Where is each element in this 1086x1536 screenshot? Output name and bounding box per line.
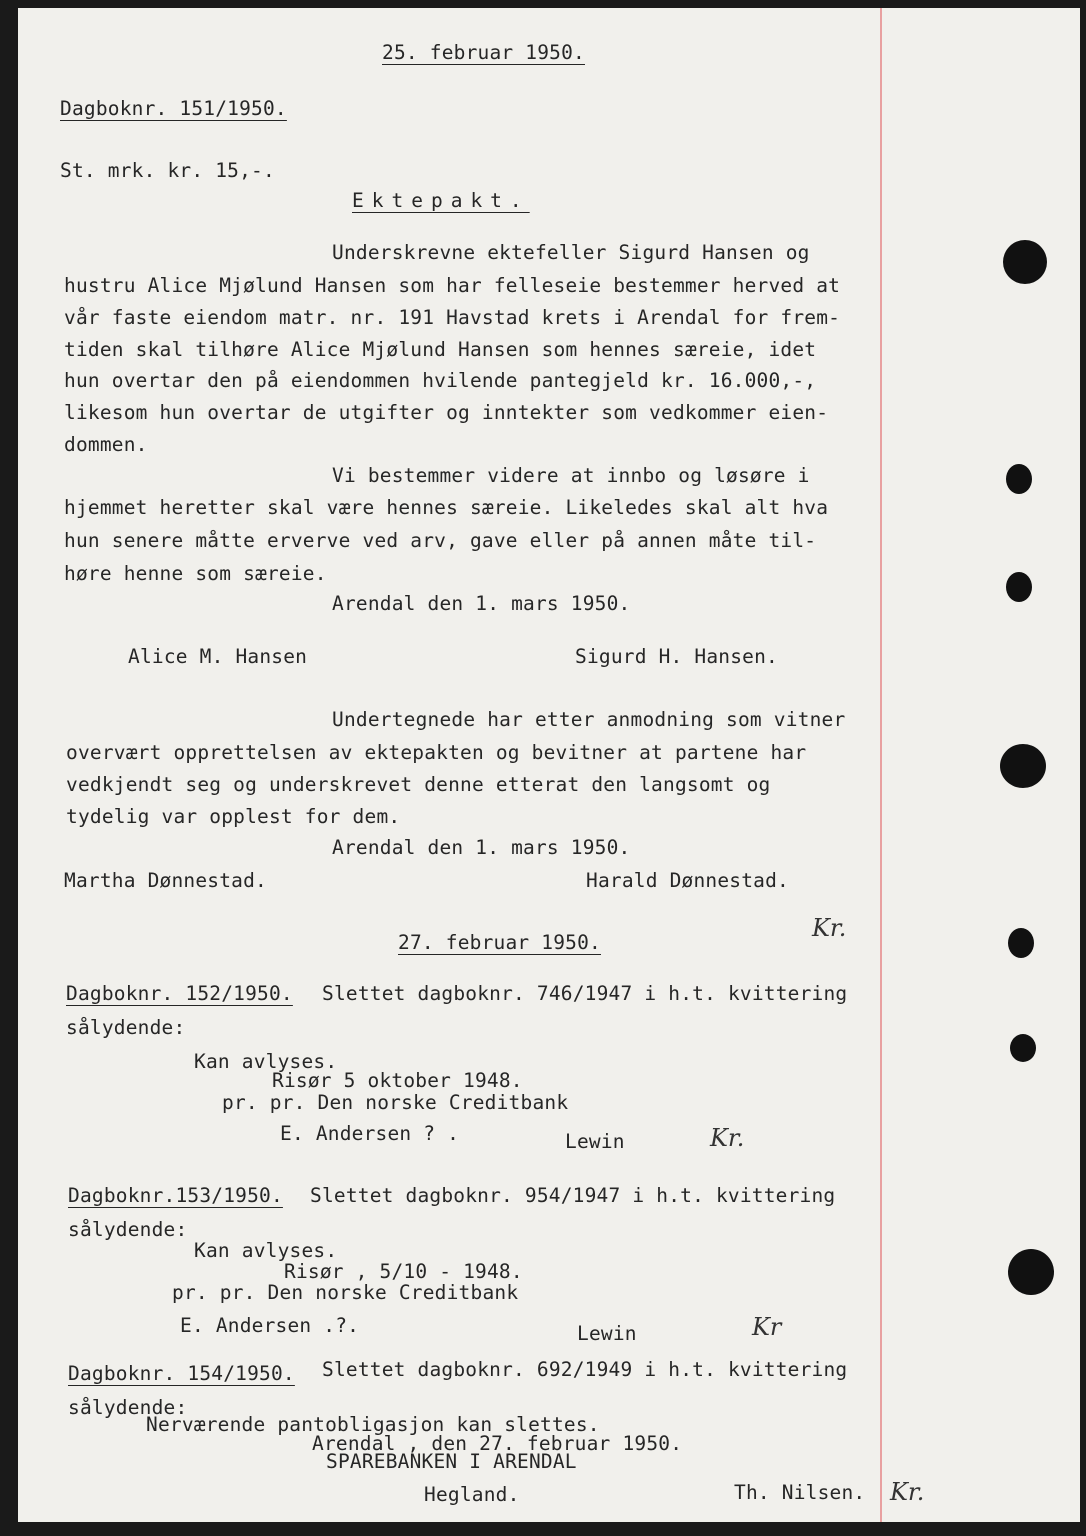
signature-nilsen: Th. Nilsen.: [734, 1481, 866, 1504]
binder-hole: [1008, 928, 1034, 958]
binder-hole: [1000, 744, 1046, 788]
witness-line: tydelig var opplest for dem.: [66, 805, 401, 828]
signature-sigurd: Sigurd H. Hansen.: [575, 645, 778, 668]
body-line: Vi bestemmer videre at innbo og løsøre i: [332, 464, 810, 487]
entry-152-label: sålydende:: [66, 1016, 186, 1039]
witness-line: vedkjendt seg og underskrevet denne etterat den langsomt og: [66, 773, 771, 796]
signature-andersen: E. Andersen ? .: [280, 1122, 460, 1145]
body-line: høre henne som særeie.: [64, 562, 327, 585]
signature-hegland: Hegland.: [424, 1483, 520, 1506]
witness-place-date: Arendal den 1. mars 1950.: [332, 836, 631, 859]
quote-line: Nerværende pantobligasjon kan slettes.: [146, 1413, 600, 1436]
initials-152: Kr.: [710, 1124, 745, 1152]
stamp-duty: St. mrk. kr. 15,-.: [60, 159, 275, 182]
quote-line: Kan avlyses.: [194, 1239, 338, 1262]
quote-line: SPAREBANKEN I ARENDAL: [326, 1450, 577, 1473]
body-line: hun senere måtte erverve ved arv, gave eller på annen måte til-: [64, 529, 817, 552]
place-date: Arendal den 1. mars 1950.: [332, 592, 631, 615]
entry-153-text: Slettet dagboknr. 954/1947 i h.t. kvittering: [310, 1184, 836, 1207]
quote-line: Kan avlyses.: [194, 1050, 338, 1073]
quote-line: Risør , 5/10 - 1948.: [284, 1260, 523, 1283]
document-title: Ektepakt.: [352, 189, 530, 212]
body-line: Underskrevne ektefeller Sigurd Hansen og: [332, 241, 810, 264]
binder-hole: [1008, 1249, 1054, 1295]
binder-hole: [1006, 572, 1032, 602]
signature-lewin: Lewin: [577, 1322, 637, 1345]
binder-hole: [1006, 464, 1032, 494]
entry-154-text: Slettet dagboknr. 692/1949 i h.t. kvittering: [322, 1358, 848, 1381]
witness-line: Undertegnede har etter anmodning som vitner: [332, 708, 846, 731]
entry-number-152: Dagboknr. 152/1950.: [66, 982, 293, 1005]
margin-line: [880, 8, 882, 1522]
witness-harald: Harald Dønnestad.: [586, 869, 789, 892]
witness-martha: Martha Dønnestad.: [64, 869, 267, 892]
entry-153-label: sålydende:: [68, 1218, 188, 1241]
binder-hole: [1010, 1034, 1036, 1062]
signature-andersen: E. Andersen .?.: [180, 1314, 360, 1337]
quote-line: pr. pr. Den norske Creditbank: [172, 1281, 519, 1304]
body-line: hustru Alice Mjølund Hansen som har felleseie bestemmer herved at: [64, 274, 841, 297]
entry-154-label: sålydende:: [68, 1396, 188, 1419]
witness-line: overvært opprettelsen av ektepakten og bevitner at partene har: [66, 741, 807, 764]
entry-number-154: Dagboknr. 154/1950.: [68, 1362, 295, 1385]
quote-line: pr. pr. Den norske Creditbank: [222, 1091, 569, 1114]
date-heading-2: 27. februar 1950.: [398, 931, 601, 954]
body-line: vår faste eiendom matr. nr. 191 Havstad krets i Arendal for frem-: [64, 306, 841, 329]
entry-number-153: Dagboknr.153/1950.: [68, 1184, 283, 1207]
signature-alice: Alice M. Hansen: [128, 645, 308, 668]
entry-number-151: Dagboknr. 151/1950.: [60, 97, 287, 120]
initials-154: Kr.: [890, 1478, 925, 1506]
body-line: hjemmet heretter skal være hennes særeie. Likeledes skal alt hva: [64, 496, 829, 519]
body-line: likesom hun overtar de utgifter og inntekter som vedkommer eien-: [64, 401, 829, 424]
signature-lewin: Lewin: [565, 1130, 625, 1153]
quote-line: Arendal , den 27. februar 1950.: [312, 1432, 683, 1455]
body-line: hun overtar den på eiendommen hvilende pantegjeld kr. 16.000,-,: [64, 369, 817, 392]
initials-153: Kr: [752, 1313, 782, 1341]
initials-151: Kr.: [812, 914, 847, 942]
quote-line: Risør 5 oktober 1948.: [272, 1069, 523, 1092]
body-line: dommen.: [64, 433, 148, 456]
date-heading: 25. februar 1950.: [382, 41, 585, 64]
binder-hole: [1003, 240, 1047, 284]
body-line: tiden skal tilhøre Alice Mjølund Hansen som hennes særeie, idet: [64, 338, 817, 361]
entry-152-text: Slettet dagboknr. 746/1947 i h.t. kvittering: [322, 982, 848, 1005]
